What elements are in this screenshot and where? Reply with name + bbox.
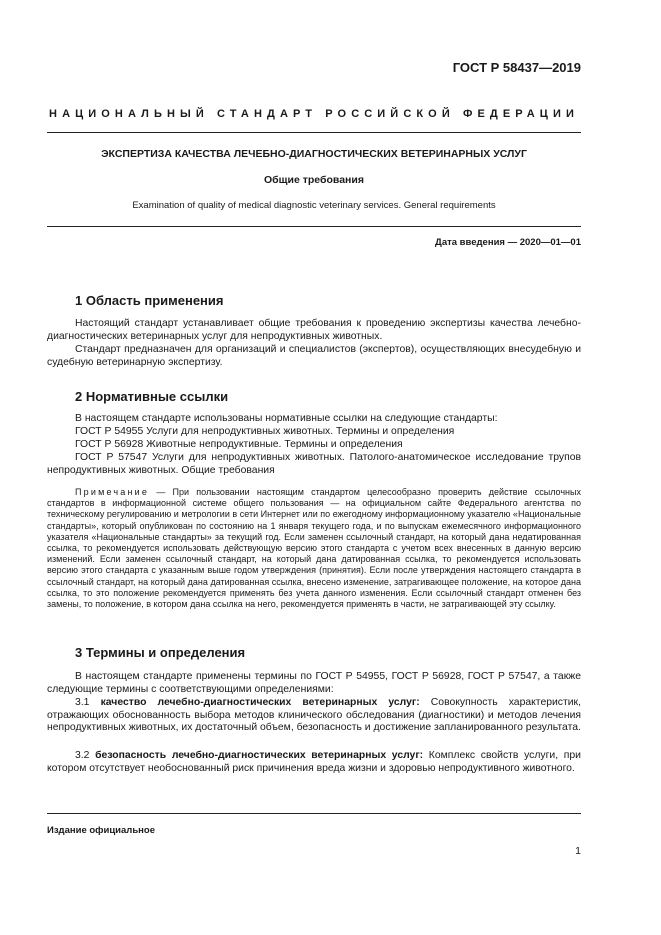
- terms-intro-text: В настоящем стандарте применены термины по ГОСТ Р 54955, ГОСТ Р 56928, ГОСТ Р 57547, а также следующие термины с соответствующими определениями:: [47, 671, 581, 695]
- term-definition: [47, 750, 581, 775]
- term-number: 3.2: [75, 750, 90, 761]
- national-standard-banner: НАЦИОНАЛЬНЫЙ СТАНДАРТ РОССИЙСКОЙ ФЕДЕРАЦИИ: [49, 108, 579, 120]
- term-name: качество лечебно-диагностических ветеринарных услуг:: [100, 697, 420, 708]
- term-number: 3.1: [75, 697, 90, 708]
- document-subtitle: Общие требования: [264, 174, 364, 186]
- introduction-date: Дата введения — 2020—01—01: [435, 237, 581, 248]
- header-divider: [47, 132, 581, 133]
- document-code: ГОСТ Р 58437—2019: [452, 60, 581, 75]
- section-1-paragraph-2: [47, 344, 581, 369]
- document-title: ЭКСПЕРТИЗА КАЧЕСТВА ЛЕЧЕБНО-ДИАГНОСТИЧЕСКИХ ВЕТЕРИНАРНЫХ УСЛУГ: [101, 148, 527, 160]
- term-name: безопасность лечебно-диагностических ветеринарных услуг:: [95, 750, 424, 761]
- terms-intro: [47, 671, 581, 696]
- references-intro: В настоящем стандарте использованы нормативные ссылки на следующие стандарты:: [75, 413, 498, 424]
- term-text: Комплекс свойств услуги, при котором отсутствует необоснованный риск причинения вреда жизни и здоровью непродуктивного животного.: [47, 750, 581, 774]
- reference-item: ГОСТ Р 56928 Животные непродуктивные. Термины и определения: [75, 439, 403, 450]
- page-number: 1: [575, 845, 581, 857]
- references-note: [47, 487, 581, 610]
- reference-item: ГОСТ Р 54955 Услуги для непродуктивных животных. Термины и определения: [75, 426, 455, 437]
- section-3-heading: 3 Термины и определения: [75, 645, 246, 660]
- section-1-paragraph-2-text: Стандарт предназначен для организаций и специалистов (экспертов), осуществляющих внесудебную и судебную ветеринарную экспертизу.: [47, 344, 581, 368]
- section-1-heading: 1 Область применения: [75, 293, 224, 308]
- reference-item-text: ГОСТ Р 57547 Услуги для непродуктивных животных. Патолого-анатомическое исследование трупов непродуктивных животных. Общие требования: [47, 452, 581, 476]
- section-1-paragraph-1-text: Настоящий стандарт устанавливает общие требования к проведению экспертизы качества лечебно-диагностических ветеринарных услуг для непродуктивных животных.: [47, 318, 581, 342]
- section-1-paragraph-1: [47, 318, 581, 343]
- reference-item: [47, 452, 581, 477]
- document-title-english: Examination of quality of medical diagnostic veterinary services. General requirements: [132, 200, 496, 211]
- footer-divider: [47, 813, 581, 814]
- title-divider: [47, 226, 581, 227]
- term-text: Совокупность характеристик, отражающих обоснованность выбора методов клинического обследования (диагностики) и методов лечения непродуктивных животных, их достаточный объем, безопасность и достижение запланированного результата.: [47, 697, 581, 734]
- section-2-heading: 2 Нормативные ссылки: [75, 389, 229, 404]
- publication-note: Издание официальное: [47, 825, 155, 836]
- term-definition: [47, 697, 581, 735]
- note-label: Примечание: [75, 487, 150, 497]
- note-text: — При пользовании настоящим стандартом целесообразно проверить действие ссылочных стандартов в информационной системе общего пользования — на официальном сайте Федерального агентства по техническому регулированию и метрологии в сети Интернет или по ежегодному информационному указателю «Национальные стандарты», который опубликован по состоянию на 1 января текущего года, и по выпускам ежемесячного информационного указателя «Национальные стандарты» за текущий год. Если заменен ссылочный стандарт, на который дана недатированная ссылка, то рекомендуется использовать действующую версию этого стандарта с учетом всех внесенных в данную версию изменений. Если заменен ссылочный стандарт, на который дана датированная ссылка, то рекомендуется использовать версию этого стандарта с указанным выше годом утверждения (принятия). Если после утверждения настоящего стандарта в ссылочный стандарт, на который дана датированная ссылка, внесено изменение, затрагивающее положение, на которое дана ссылка, то это положение рекомендуется применять без учета данного изменения. Если ссылочный стандарт отменен без замены, то положение, в котором дана ссылка на него, рекомендуется применять в части, не затрагивающей эту ссылку.: [47, 487, 581, 610]
